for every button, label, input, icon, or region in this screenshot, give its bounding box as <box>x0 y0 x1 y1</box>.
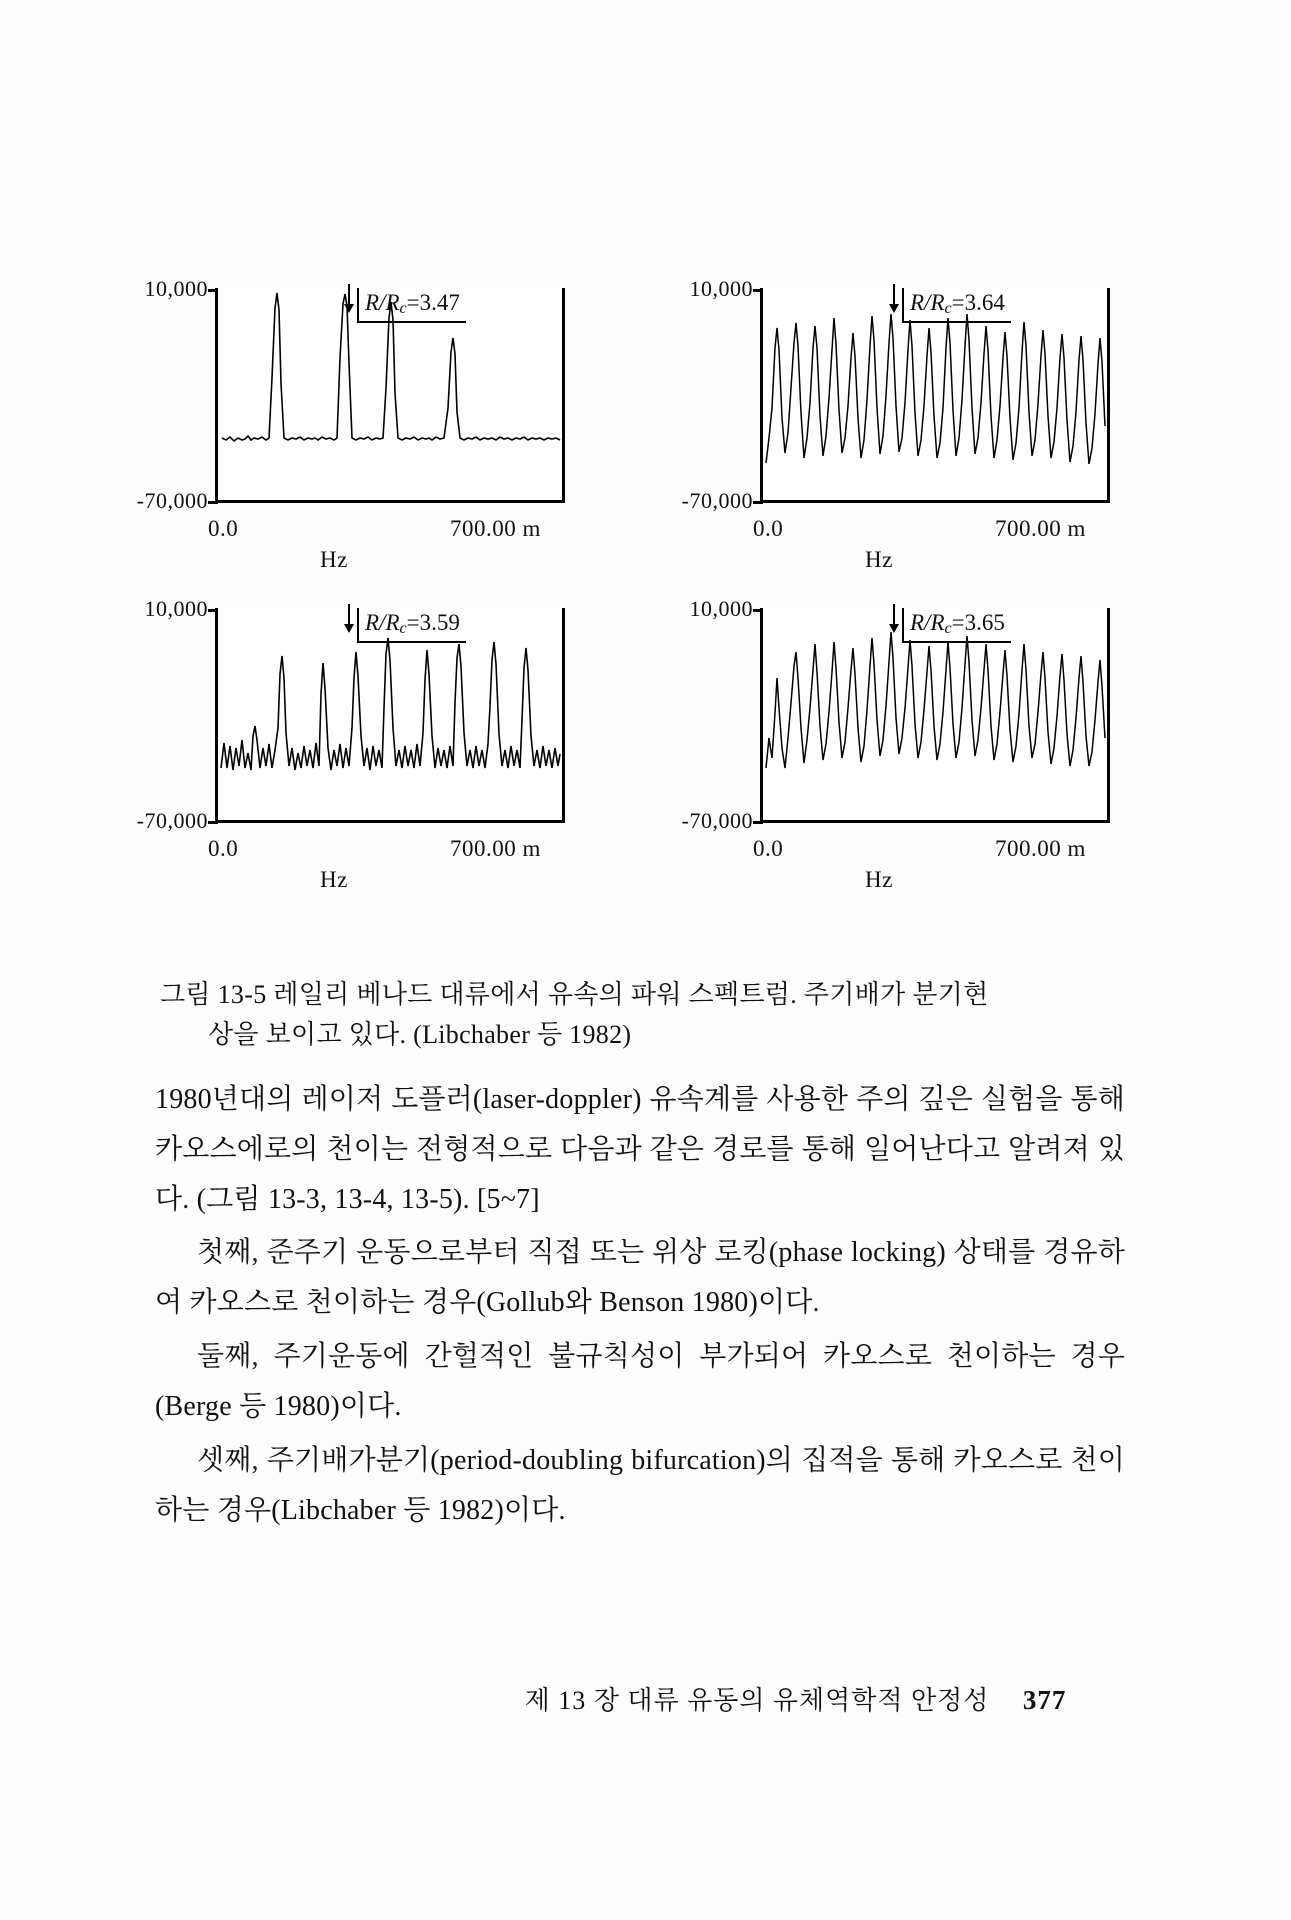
ratio-pointer-arrow-3 <box>348 604 350 630</box>
y-axis-bottom-label-3: -70,000 <box>136 808 208 833</box>
paragraph-1: 1980년대의 레이저 도플러(laser-doppler) 유속계를 사용한 주의 깊은 실험을 통해 카오스에로의 천이는 전형적으로 다음과 같은 경로를 통해 일어난다고 알려져 있다. (그림 13-3, 13-4, 13-5). [5~7] <box>155 1084 1125 1215</box>
y-axis-top-label-4: 10,000 <box>689 596 753 621</box>
paragraph-3: 둘째, 주기운동에 간헐적인 불규칙성이 부가되어 카오스로 천이하는 경우(Berge 등 1980)이다. <box>155 1341 1125 1422</box>
ratio-label-3: R/Rc=3.59 <box>357 608 466 643</box>
body-text <box>155 1075 1125 1539</box>
y-axis-bottom-label-1: -70,000 <box>136 488 208 513</box>
ratio-label-4: R/Rc=3.65 <box>902 608 1011 643</box>
ratio-pointer-arrow-1 <box>348 284 350 310</box>
x-axis-title-1: Hz <box>320 547 348 572</box>
x-axis-right-label-4: 700.00 m <box>995 836 1086 861</box>
x-axis-left-label-1: 0.0 <box>208 516 239 541</box>
figure-13-5 <box>120 270 1180 960</box>
y-axis-bottom-label-2: -70,000 <box>681 488 753 513</box>
x-axis-title-2: Hz <box>865 547 893 572</box>
paragraph-4: 셋째, 주기배가분기(period-doubling bifurcation)의 집적을 통해 카오스로 천이하는 경우(Libchaber 등 1982)이다. <box>155 1444 1125 1526</box>
x-axis-left-label-2: 0.0 <box>753 516 784 541</box>
x-axis-left-label-4: 0.0 <box>753 836 784 861</box>
x-axis-right-label-3: 700.00 m <box>450 836 541 861</box>
x-axis-left-label-3: 0.0 <box>208 836 239 861</box>
y-axis-bottom-label-4: -70,000 <box>681 808 753 833</box>
spectrum-panel-2 <box>665 270 1165 600</box>
x-axis-title-3: Hz <box>320 867 348 892</box>
x-axis-title-4: Hz <box>865 867 893 892</box>
x-axis-right-label-1: 700.00 m <box>450 516 541 541</box>
ratio-pointer-arrow-4 <box>893 604 895 630</box>
caption-line-1: 그림 13-5 레일리 베나드 대류에서 유속의 파워 스펙트럼. 주기배가 분기현 <box>160 980 989 1009</box>
ratio-label-1: R/Rc=3.47 <box>357 288 466 323</box>
ratio-label-2: R/Rc=3.64 <box>902 288 1011 323</box>
y-axis-top-label-1: 10,000 <box>144 276 208 301</box>
y-axis-top-label-2: 10,000 <box>689 276 753 301</box>
footer-chapter-title: 제 13 장 대류 유동의 유체역학적 안정성 <box>524 1686 990 1715</box>
spectrum-panel-1 <box>120 270 620 600</box>
page-footer <box>0 1680 1291 1717</box>
spectrum-panel-4 <box>665 590 1165 920</box>
paragraph-2: 첫째, 준주기 운동으로부터 직접 또는 위상 로킹(phase locking) 상태를 경유하여 카오스로 천이하는 경우(Gollub와 Benson 1980)이다. <box>155 1237 1125 1319</box>
page-number: 377 <box>1022 1685 1067 1715</box>
x-axis-right-label-2: 700.00 m <box>995 516 1086 541</box>
spectrum-panel-3 <box>120 590 620 920</box>
figure-caption <box>160 975 1120 1056</box>
y-axis-top-label-3: 10,000 <box>144 596 208 621</box>
caption-line-2: 상을 보이고 있다. (Libchaber 등 1982) <box>208 1020 632 1050</box>
ratio-pointer-arrow-2 <box>893 284 895 310</box>
